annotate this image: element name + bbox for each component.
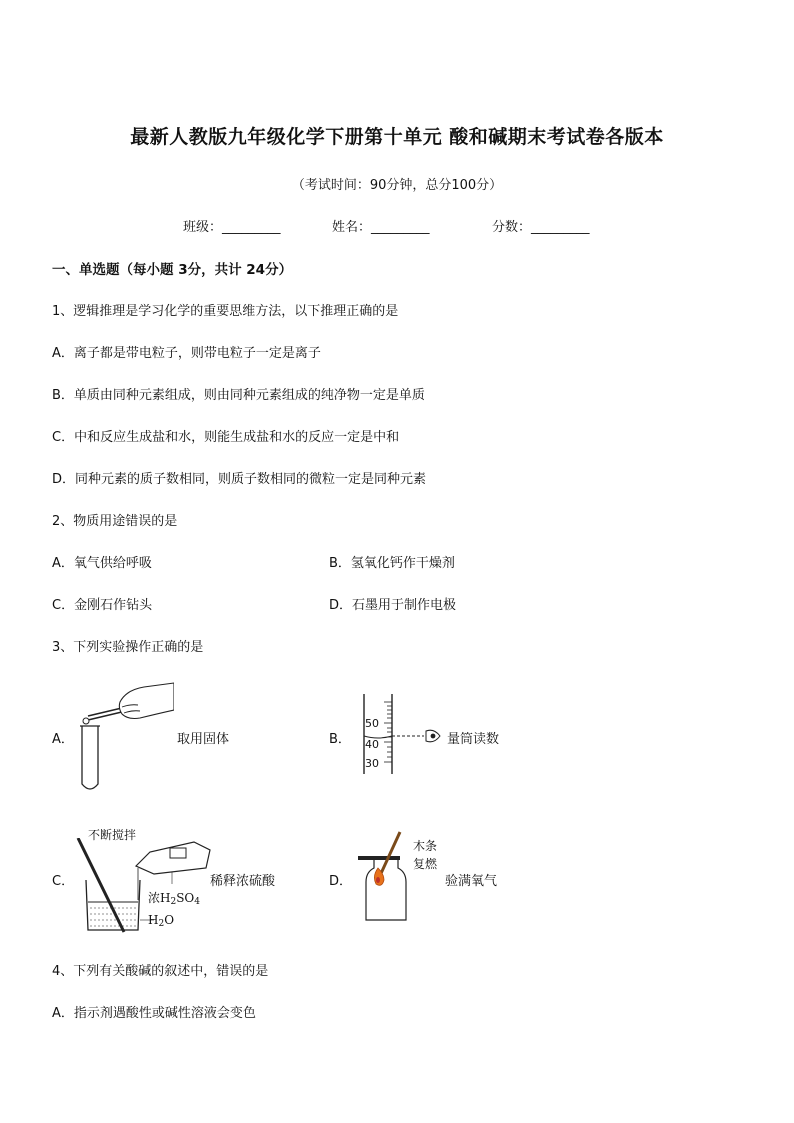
cylinder-tick-40: 40 — [365, 738, 379, 751]
question-2-option-b: B．氢氧化钙作干燥剂 — [329, 556, 455, 571]
dilution-figure — [74, 838, 214, 936]
question-3-option-d-caption: 验满氧气 — [445, 874, 498, 889]
question-3-option-d-label: D． — [329, 874, 353, 889]
question-1-option-b: B．单质由同种元素组成，则由同种元素组成的纯净物一定是单质 — [52, 388, 425, 403]
question-2-option-d: D．石墨用于制作电极 — [329, 598, 457, 613]
question-1-stem: 1、逻辑推理是学习化学的重要思维方法，以下推理正确的是 — [52, 304, 399, 319]
solid-sampling-figure — [74, 680, 174, 796]
page-title: 最新人教版九年级化学下册第十单元 酸和碱期末考试卷各版本 — [130, 126, 664, 148]
question-3-option-b-label: B． — [329, 732, 351, 747]
score-field: 分数：_________ — [492, 220, 590, 235]
wood-stick-label: 木条 — [413, 839, 438, 853]
section-heading: 一、单选题（每小题 3分，共计 24分） — [52, 262, 293, 278]
name-field: 姓名：_________ — [332, 220, 430, 235]
question-1-option-a: A．离子都是带电粒子，则带电粒子一定是离子 — [52, 346, 321, 361]
question-1-option-d: D．同种元素的质子数相同，则质子数相同的微粒一定是同种元素 — [52, 472, 427, 487]
question-3-option-c-caption: 稀释浓硫酸 — [210, 874, 276, 889]
exam-info: （考试时间：90分钟，总分100分） — [291, 178, 503, 193]
question-3-option-a-caption: 取用固体 — [177, 732, 230, 747]
cylinder-tick-50: 50 — [365, 717, 379, 730]
question-2-option-a: A．氧气供给呼吸 — [52, 556, 152, 571]
water-label: $H_2O$ — [148, 913, 175, 929]
question-3-option-c-label: C． — [52, 874, 75, 889]
question-1-option-c: C．中和反应生成盐和水，则能生成盐和水的反应一定是中和 — [52, 430, 400, 445]
question-2-option-c: C．金刚石作钻头 — [52, 598, 153, 613]
question-2-stem: 2、物质用途错误的是 — [52, 514, 178, 529]
stir-label: 不断搅拌 — [88, 828, 137, 842]
question-3-option-a-label: A． — [52, 732, 74, 747]
cylinder-tick-30: 30 — [365, 757, 379, 770]
class-field: 班级：_________ — [183, 220, 281, 235]
question-3-stem: 3、下列实验操作正确的是 — [52, 640, 204, 655]
question-4-option-a: A．指示剂遇酸性或碱性溶液会变色 — [52, 1006, 256, 1021]
question-3-option-b-caption: 量筒读数 — [447, 732, 500, 747]
oxygen-test-figure — [354, 830, 410, 922]
question-4-stem: 4、下列有关酸碱的叙述中，错误的是 — [52, 964, 269, 979]
concentrated-acid-label: 浓$H_2SO_4$ — [148, 891, 200, 907]
relight-label: 复燃 — [413, 857, 438, 871]
